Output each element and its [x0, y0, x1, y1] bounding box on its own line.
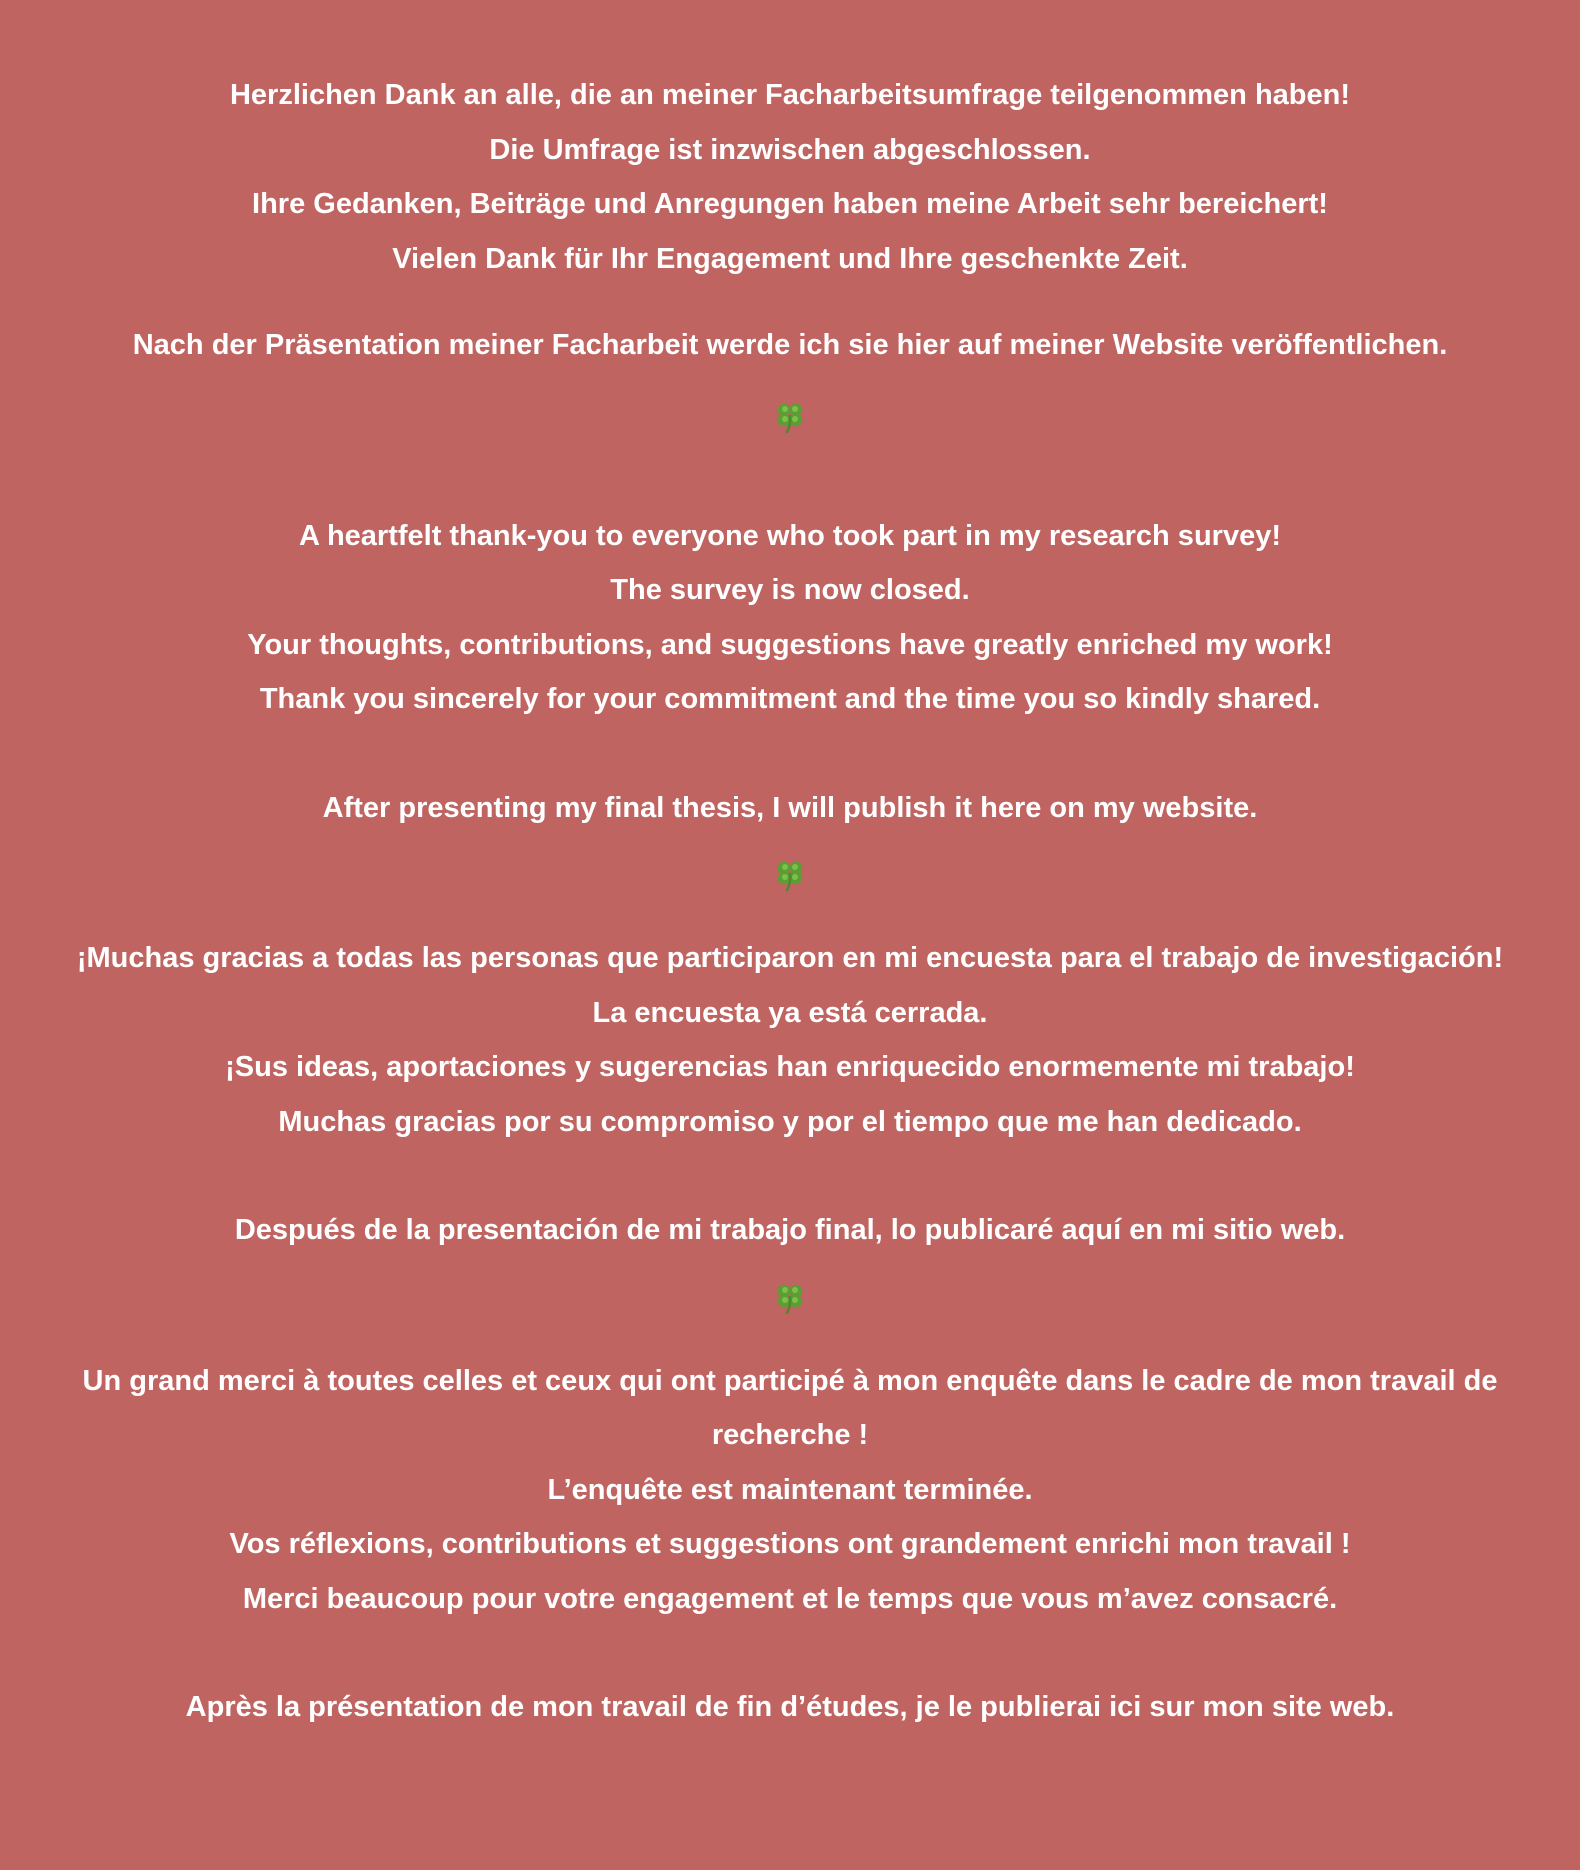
french-enriched-line: Vos réflexions, contributions et suggestions ont grandement enrichi mon travail !: [229, 1528, 1351, 1560]
english-publish-note: After presenting my final thesis, I will publish it here on my website.: [322, 791, 1258, 824]
divider: [0, 1268, 1580, 1328]
spanish-gratitude-line: Muchas gracias por su compromiso y por el tiempo que me han dedicado.: [278, 1105, 1302, 1138]
spanish-thanks-line: ¡Muchas gracias a todas las personas que participaron en mi encuesta para el trabajo de investigación!: [76, 942, 1504, 974]
english-thanks-line: A heartfelt thank-you to everyone who took part in my research survey!: [299, 519, 1281, 552]
german-section: [0, 68, 1580, 373]
divider: [0, 845, 1580, 905]
german-gratitude-line: Vielen Dank für Ihr Engagement und Ihre geschenkte Zeit.: [392, 242, 1188, 275]
spanish-closed-line: La encuesta ya está cerrada.: [592, 996, 988, 1029]
english-section: [0, 509, 1580, 836]
german-publish-note: Nach der Präsentation meiner Facharbeit werde ich sie hier auf meiner Website veröffentlichen.: [132, 329, 1448, 361]
german-closed-line: Die Umfrage ist inzwischen abgeschlossen.: [489, 133, 1091, 166]
french-publish-note: Après la présentation de mon travail de fin d’études, je le publierai ici sur mon site web.: [185, 1691, 1395, 1723]
french-thanks-line: Un grand merci à toutes celles et ceux qui ont participé à mon enquête dans le cadre de mon travail de recherche !: [82, 1364, 1498, 1451]
divider: [0, 387, 1580, 447]
four-leaf-clover-icon: [772, 399, 808, 435]
french-section: [0, 1354, 1580, 1735]
french-closed-line: L’enquête est maintenant terminée.: [547, 1473, 1033, 1506]
german-enriched-line: Ihre Gedanken, Beiträge und Anregungen haben meine Arbeit sehr bereichert!: [252, 188, 1328, 220]
english-gratitude-line: Thank you sincerely for your commitment and the time you so kindly shared.: [259, 683, 1321, 715]
french-gratitude-line: Merci beaucoup pour votre engagement et le temps que vous m’avez consacré.: [242, 1582, 1338, 1615]
four-leaf-clover-icon: [772, 1280, 808, 1316]
spanish-publish-note: Después de la presentación de mi trabajo final, lo publicaré aquí en mi sitio web.: [234, 1214, 1346, 1246]
english-closed-line: The survey is now closed.: [610, 574, 970, 606]
spanish-enriched-line: ¡Sus ideas, aportaciones y sugerencias han enriquecido enormemente mi trabajo!: [225, 1051, 1355, 1083]
spanish-section: [0, 931, 1580, 1258]
four-leaf-clover-icon: [772, 857, 808, 893]
english-enriched-line: Your thoughts, contributions, and suggestions have greatly enriched my work!: [247, 628, 1333, 661]
german-thanks-line: Herzlichen Dank an alle, die an meiner Facharbeitsumfrage teilgenommen haben!: [229, 79, 1351, 111]
